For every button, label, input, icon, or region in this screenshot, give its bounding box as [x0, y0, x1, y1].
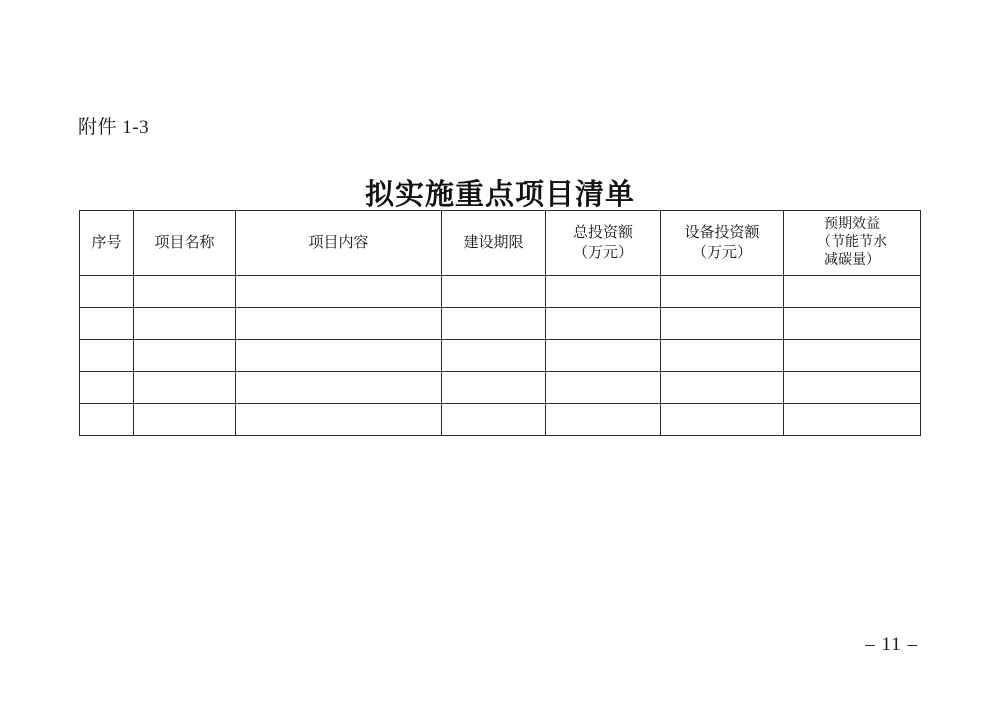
table-row [80, 276, 921, 308]
cell-total-investment[interactable] [546, 276, 661, 308]
column-header-total-investment-line2: （万元） [572, 245, 633, 261]
cell-expected-benefit[interactable] [784, 276, 921, 308]
cell-expected-benefit[interactable] [784, 308, 921, 340]
column-header-construction-period-line1: 建设期限 [463, 234, 524, 251]
column-header-expected-benefit-line3: 减碳量） [824, 253, 880, 269]
cell-construction-period[interactable] [442, 340, 546, 372]
column-header-construction-period [442, 211, 546, 276]
column-header-expected-benefit [784, 211, 921, 276]
table-row [80, 340, 921, 372]
column-header-expected-benefit-line2: （节能节水 [817, 234, 887, 250]
attachment-label: 附件 1-3 [78, 117, 150, 138]
column-header-project-content-line1: 项目内容 [308, 234, 369, 251]
cell-construction-period[interactable] [442, 276, 546, 308]
cell-equipment-investment[interactable] [661, 404, 784, 436]
cell-project-content[interactable] [236, 372, 442, 404]
cell-project-content[interactable] [236, 340, 442, 372]
cell-project-name[interactable] [134, 340, 236, 372]
column-header-project-content [236, 211, 442, 276]
table-body [80, 276, 921, 436]
cell-total-investment[interactable] [546, 372, 661, 404]
cell-project-name[interactable] [134, 404, 236, 436]
column-header-project-name-line1: 项目名称 [154, 234, 215, 251]
table-row [80, 308, 921, 340]
cell-project-content[interactable] [236, 308, 442, 340]
project-table-container [79, 210, 920, 436]
cell-equipment-investment[interactable] [661, 340, 784, 372]
cell-expected-benefit[interactable] [784, 340, 921, 372]
table-row [80, 372, 921, 404]
cell-equipment-investment[interactable] [661, 276, 784, 308]
cell-project-name[interactable] [134, 308, 236, 340]
cell-construction-period[interactable] [442, 404, 546, 436]
cell-project-content[interactable] [236, 404, 442, 436]
cell-project-name[interactable] [134, 372, 236, 404]
cell-expected-benefit[interactable] [784, 404, 921, 436]
column-header-index-line1: 序号 [91, 234, 122, 251]
cell-total-investment[interactable] [546, 404, 661, 436]
project-table [79, 210, 921, 436]
column-header-equipment-investment-line1: 设备投资额 [684, 224, 760, 241]
cell-total-investment[interactable] [546, 340, 661, 372]
column-header-equipment-investment-line2: （万元） [691, 245, 752, 261]
table-header-row [80, 211, 921, 276]
cell-index[interactable] [80, 404, 134, 436]
cell-index[interactable] [80, 372, 134, 404]
cell-expected-benefit[interactable] [784, 372, 921, 404]
column-header-project-name [134, 211, 236, 276]
page-title: 拟实施重点项目清单 [364, 179, 635, 211]
column-header-total-investment [546, 211, 661, 276]
cell-construction-period[interactable] [442, 372, 546, 404]
cell-total-investment[interactable] [546, 308, 661, 340]
cell-construction-period[interactable] [442, 308, 546, 340]
cell-equipment-investment[interactable] [661, 372, 784, 404]
column-header-index [80, 211, 134, 276]
column-header-expected-benefit-line1: 预期效益 [824, 216, 880, 232]
cell-project-content[interactable] [236, 276, 442, 308]
cell-index[interactable] [80, 340, 134, 372]
column-header-total-investment-line1: 总投资额 [572, 224, 633, 241]
cell-index[interactable] [80, 308, 134, 340]
cell-project-name[interactable] [134, 276, 236, 308]
table-row [80, 404, 921, 436]
cell-equipment-investment[interactable] [661, 308, 784, 340]
cell-index[interactable] [80, 276, 134, 308]
page-number: – 11 – [865, 634, 918, 655]
column-header-equipment-investment [661, 211, 784, 276]
